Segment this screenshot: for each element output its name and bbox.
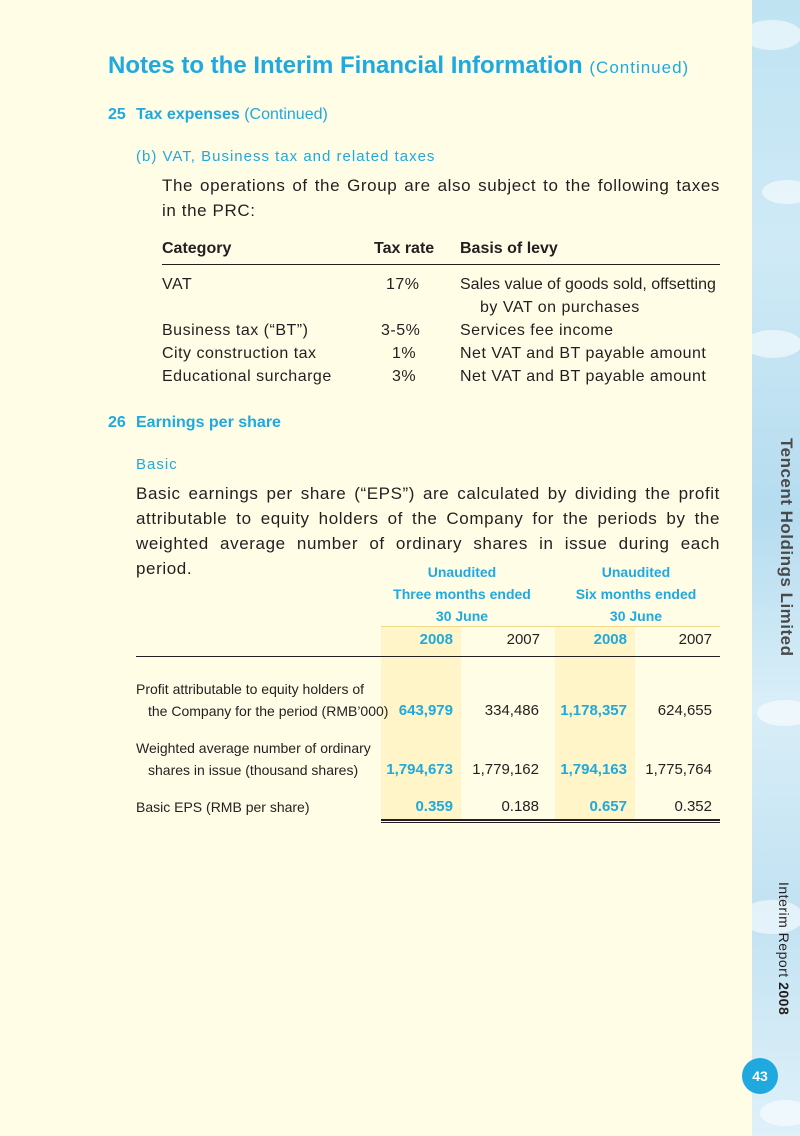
tax-row-rate: 1% [392, 345, 417, 362]
value-cell: 0.188 [501, 798, 539, 815]
report-name: Interim Report [776, 882, 792, 978]
company-name: Tencent Holdings Limited [777, 438, 796, 657]
eps-paragraph: Basic earnings per share (“EPS”) are calculated by dividing the profit attributable to equity holders of the Company for the periods by the weighted average number of ordinary shares in issue during each period. [136, 484, 720, 578]
tax-row-basis: Sales value of goods sold, offsetting [460, 276, 716, 293]
tax-paragraph: The operations of the Group are also subject to the following taxes in the PRC: [162, 176, 720, 220]
report-label [776, 882, 792, 1015]
section-continued: (Continued) [244, 106, 328, 123]
tax-row-category: VAT [162, 276, 193, 293]
value-cell: 1,178,357 [560, 702, 627, 719]
year-header: 2007 [506, 631, 540, 648]
tax-row-basis: Net VAT and BT payable amount [460, 345, 707, 362]
section-number: 26 [108, 414, 126, 431]
value-cell: 0.352 [674, 798, 712, 815]
sub-heading-vat: (b) VAT, Business tax and related taxes [136, 148, 436, 165]
page-number: 43 [742, 1058, 778, 1094]
tax-row-basis: Services fee income [460, 322, 614, 339]
section-25-heading [108, 106, 328, 124]
group-date: 30 June [609, 608, 663, 624]
value-cell: 1,779,162 [472, 761, 539, 778]
group-period: Three months ended [393, 586, 531, 602]
tax-col-basis: Basis of levy [460, 240, 558, 257]
year-header: 2007 [678, 631, 712, 648]
value-cell: 0.657 [589, 798, 627, 815]
group-header-three-months [392, 561, 532, 627]
tax-col-category: Category [162, 240, 232, 257]
group-audit-status: Unaudited [601, 564, 671, 580]
tax-col-rate: Tax rate [374, 240, 435, 257]
row-label-cont: the Company for the period (RMB’000) [148, 703, 389, 719]
tax-row-basis: Net VAT and BT payable amount [460, 368, 707, 385]
sub-heading-basic: Basic [136, 456, 178, 473]
page-title-text: Notes to the Interim Financial Information [108, 52, 583, 79]
tax-row-rate: 17% [386, 276, 420, 293]
group-header-six-months [566, 561, 706, 627]
year-header: 2008 [419, 631, 453, 648]
tax-row-category: Business tax (“BT”) [162, 322, 309, 339]
year-header: 2008 [593, 631, 627, 648]
section-26-heading [108, 414, 281, 432]
total-double-rule [381, 819, 720, 823]
group-audit-status: Unaudited [427, 564, 497, 580]
value-cell: 334,486 [484, 702, 539, 719]
group-date: 30 June [435, 608, 489, 624]
row-label-cont: shares in issue (thousand shares) [148, 762, 359, 778]
value-cell: 0.359 [415, 798, 453, 815]
section-title: Earnings per share [136, 414, 281, 431]
row-label: Profit attributable to equity holders of [136, 681, 365, 697]
value-cell: 643,979 [398, 702, 453, 719]
value-cell: 624,655 [657, 702, 712, 719]
tax-row-category: Educational surcharge [162, 368, 332, 385]
section-number: 25 [108, 106, 126, 123]
tax-header-rule [162, 264, 720, 265]
row-label: Basic EPS (RMB per share) [136, 799, 310, 815]
value-cell: 1,775,764 [645, 761, 712, 778]
page-title [108, 52, 689, 80]
year-row-top-rule [381, 626, 720, 627]
table-header-rule [136, 656, 720, 657]
tax-row-category: City construction tax [162, 345, 317, 362]
report-year: 2008 [776, 982, 792, 1016]
value-cell: 1,794,163 [560, 761, 627, 778]
section-title: Tax expenses [136, 106, 240, 123]
page-title-continued: (Continued) [589, 58, 690, 77]
group-period: Six months ended [575, 586, 697, 602]
row-label: Weighted average number of ordinary [136, 740, 371, 756]
tax-row-rate: 3-5% [381, 322, 421, 339]
tax-row-rate: 3% [392, 368, 417, 385]
tax-row-basis-cont: by VAT on purchases [480, 299, 640, 316]
value-cell: 1,794,673 [386, 761, 453, 778]
